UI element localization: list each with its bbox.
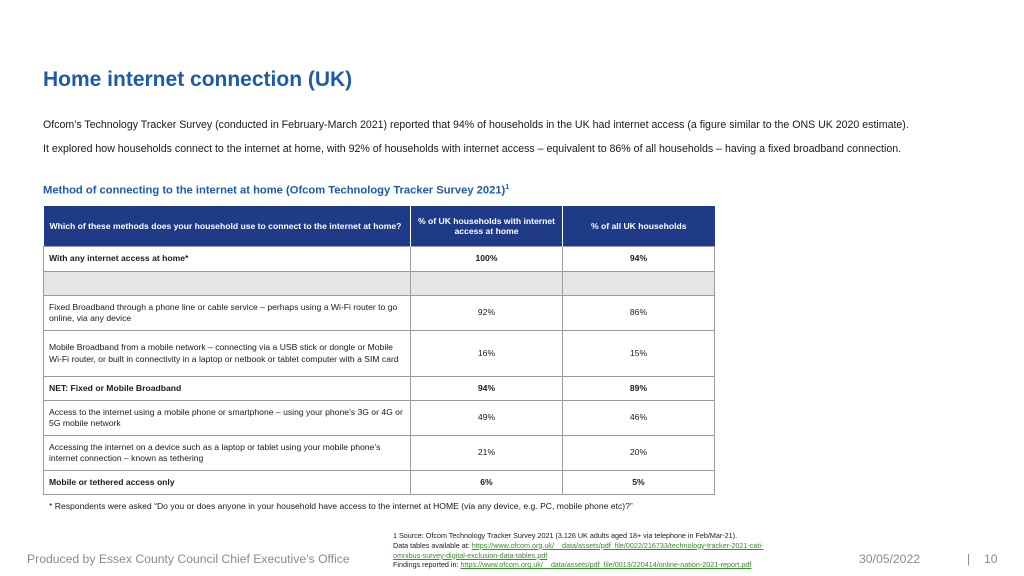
source-data-tables-line (393, 541, 763, 551)
row-value-internet-households (411, 272, 563, 296)
row-value-all-households: 86% (563, 296, 715, 331)
footer-date: 30/05/2022 (859, 552, 920, 566)
source-findings-line (393, 560, 763, 570)
row-value-all-households: 46% (563, 401, 715, 436)
table-row (44, 296, 715, 331)
page-title: Home internet connection (UK) (43, 68, 353, 91)
footer-separator: | (967, 552, 971, 566)
header-pct-internet-households: % of UK households with internet access at home (411, 206, 563, 247)
data-tables-link-continued[interactable]: omnibus-survey-digital-exclusion-data-tables.pdf (393, 550, 548, 560)
table-title-footnote-ref: 1 (505, 184, 510, 191)
row-label: Fixed Broadband through a phone line or cable service – perhaps using a Wi-Fi router to go online, via any device (44, 296, 411, 331)
row-value-internet-households: 49% (411, 401, 563, 436)
row-value-internet-households: 21% (411, 436, 563, 471)
table-header-row (44, 206, 715, 247)
row-value-internet-households: 6% (411, 471, 563, 495)
source-note (393, 531, 763, 570)
row-value-internet-households: 94% (411, 377, 563, 401)
row-value-all-households: 94% (563, 247, 715, 272)
table-footnote: * Respondents were asked “Do you or does anyone in your household have access to the internet at HOME (via any device, e.g. PC, mobile phone etc)?” (49, 501, 633, 511)
source-findings-label: Findings reported in: (393, 560, 461, 570)
table-row (44, 247, 715, 272)
row-label: Access to the internet using a mobile phone or smartphone – using your phone’s 3G or 4G or 5G mobile network (44, 401, 411, 436)
intro-paragraph-2: It explored how households connect to the internet at home, with 92% of households with internet access – equivalent to 86% of all households – having a fixed broadband connection. (43, 143, 902, 155)
row-label: With any internet access at home* (44, 247, 411, 272)
row-value-internet-households: 92% (411, 296, 563, 331)
table-row (44, 331, 715, 377)
header-pct-all-households: % of all UK households (563, 206, 715, 247)
row-value-all-households: 15% (563, 331, 715, 377)
connection-methods-table (43, 206, 715, 495)
row-label (44, 272, 411, 296)
intro-paragraph-1: Ofcom’s Technology Tracker Survey (conducted in February-March 2021) reported that 94% of households in the UK had internet access (a figure similar to the ONS UK 2020 estimate). (43, 119, 909, 131)
table-spacer-row (44, 272, 715, 296)
page-number: 10 (984, 552, 998, 566)
table-row (44, 471, 715, 495)
row-value-all-households: 5% (563, 471, 715, 495)
data-tables-link[interactable]: https://www.ofcom.org.uk/__data/assets/pdf_file/0022/216733/technology-tracker-2021-cati- (471, 540, 764, 550)
row-label: NET: Fixed or Mobile Broadband (44, 377, 411, 401)
table-row (44, 377, 715, 401)
source-data-tables-label: Data tables available at: (393, 540, 472, 550)
table-row (44, 401, 715, 436)
row-value-all-households: 20% (563, 436, 715, 471)
table-title-text: Method of connecting to the internet at home (Ofcom Technology Tracker Survey 2021) (43, 184, 506, 197)
row-value-internet-households: 16% (411, 331, 563, 377)
row-label: Accessing the internet on a device such as a laptop or tablet using your mobile phone’s internet connection – known as tethering (44, 436, 411, 471)
table-row (44, 436, 715, 471)
source-line: 1 Source: Ofcom Technology Tracker Survey 2021 (3,126 UK adults aged 18+ via telephone in Feb/Mar-21). (393, 531, 738, 540)
footer-producer: Produced by Essex County Council Chief Executive’s Office (27, 552, 350, 566)
header-method: Which of these methods does your household use to connect to the internet at home? (44, 206, 411, 247)
row-label: Mobile Broadband from a mobile network – connecting via a USB stick or dongle or Mobile Wi-Fi router, or built in connectivity in a laptop or netbook or tablet computer with a SIM card (44, 331, 411, 377)
row-value-all-households (563, 272, 715, 296)
source-data-tables-line-cont (393, 551, 763, 561)
findings-report-link[interactable]: https://www.ofcom.org.uk/__data/assets/pdf_file/0013/220414/online-nation-2021-report.pdf (460, 560, 752, 570)
row-label: Mobile or tethered access only (44, 471, 411, 495)
row-value-all-households: 89% (563, 377, 715, 401)
table-title (43, 184, 509, 197)
row-value-internet-households: 100% (411, 247, 563, 272)
